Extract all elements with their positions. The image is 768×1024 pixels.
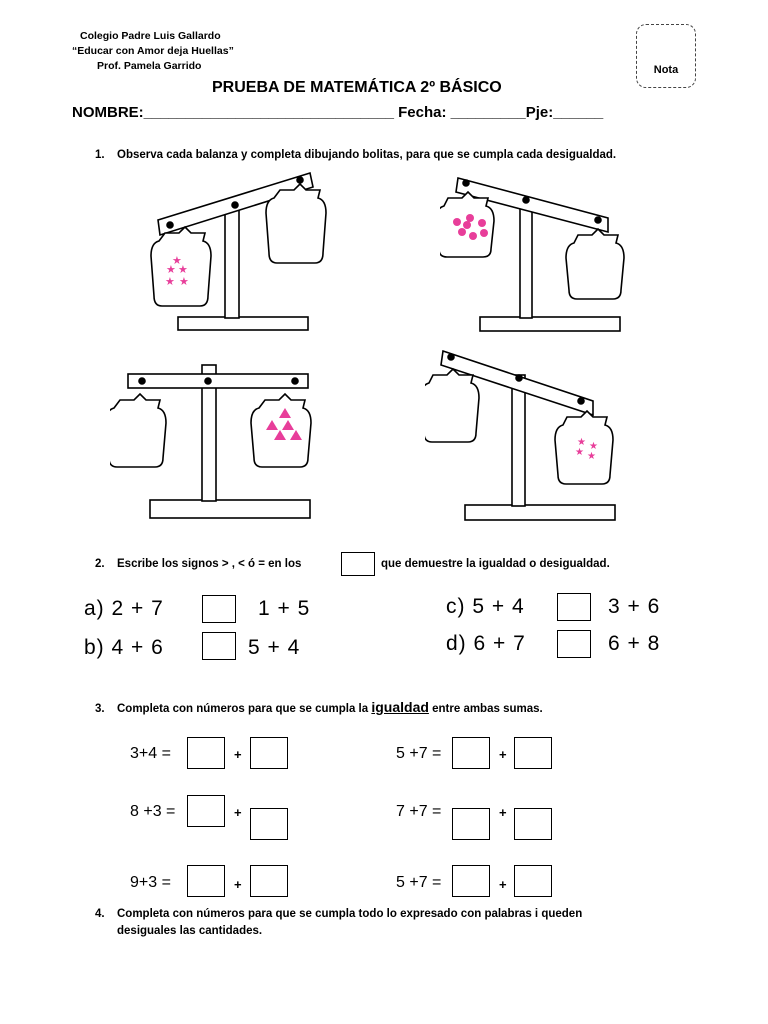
q3-answer-box-4a[interactable] xyxy=(452,808,490,840)
q3-plus: + xyxy=(234,877,242,892)
question-2-text-before: Escribe los signos > , < ó = en los xyxy=(117,558,302,570)
balance-scale-icon[interactable] xyxy=(140,165,365,340)
svg-text:★: ★ xyxy=(577,437,586,448)
q2-item-a-right: 1 + 5 xyxy=(258,597,311,620)
question-1-text: Observa cada balanza y completa dibujando bolitas, para que se cumpla cada desigualdad. xyxy=(117,149,617,161)
svg-text:★: ★ xyxy=(589,441,598,452)
question-4-number: 4. xyxy=(95,908,105,920)
q3-plus: + xyxy=(499,877,507,892)
grade-box[interactable] xyxy=(636,24,696,88)
svg-text:★: ★ xyxy=(166,264,176,276)
question-3-text-after: entre ambas sumas. xyxy=(432,703,543,715)
bag-icon xyxy=(566,229,624,299)
question-1 xyxy=(95,149,616,161)
q2-item-c xyxy=(446,595,525,619)
q3-answer-box-5b[interactable] xyxy=(250,865,288,897)
svg-text:★: ★ xyxy=(179,276,189,288)
teacher-name: Prof. Pamela Garrido xyxy=(97,60,202,72)
q3-answer-box-1b[interactable] xyxy=(250,737,288,769)
q3-answer-box-6b[interactable] xyxy=(514,865,552,897)
q3-plus: + xyxy=(499,805,507,820)
q2-item-label: c) xyxy=(446,595,466,618)
q2-item-left: 4 + 6 xyxy=(111,636,164,659)
q3-answer-box-6a[interactable] xyxy=(452,865,490,897)
q2-item-label: a) xyxy=(84,597,105,620)
balance-scale-icon[interactable] xyxy=(440,170,640,340)
svg-text:★: ★ xyxy=(587,451,596,462)
question-3-number: 3. xyxy=(95,703,105,715)
q2-item-left: 5 + 4 xyxy=(472,595,525,618)
q3-answer-box-4b[interactable] xyxy=(514,808,552,840)
svg-text:★: ★ xyxy=(178,264,188,276)
q3-plus: + xyxy=(234,747,242,762)
svg-text:★: ★ xyxy=(172,255,182,267)
question-1-number: 1. xyxy=(95,149,105,161)
q3-answer-box-1a[interactable] xyxy=(187,737,225,769)
question-3 xyxy=(95,699,543,715)
svg-text:★: ★ xyxy=(575,447,584,458)
question-2-text-after: que demuestre la igualdad o desigualdad. xyxy=(381,558,610,570)
q2-item-d-right: 6 + 8 xyxy=(608,632,661,655)
q3-expr-1: 3+4 = xyxy=(130,745,171,762)
q3-answer-box-5a[interactable] xyxy=(187,865,225,897)
sample-answer-box xyxy=(341,552,375,576)
question-3-keyword: igualdad xyxy=(371,699,429,715)
bag-icon xyxy=(251,394,311,467)
balance-scale-icon[interactable] xyxy=(110,360,335,535)
bag-icon xyxy=(266,184,326,263)
q2-answer-box-a[interactable] xyxy=(202,595,236,623)
q3-answer-box-3a[interactable] xyxy=(187,795,225,827)
grade-label: Nota xyxy=(653,64,679,76)
q3-answer-box-3b[interactable] xyxy=(250,808,288,840)
question-4-text-line2: desiguales las cantidades. xyxy=(117,925,263,937)
name-date-score-line[interactable]: NOMBRE:______________________________ Fecha: _________Pje:______ xyxy=(72,104,604,121)
question-3-text-before: Completa con números para que se cumpla la xyxy=(117,703,369,715)
balance-scale-icon[interactable] xyxy=(425,345,640,530)
question-4 xyxy=(95,908,582,920)
q2-answer-box-c[interactable] xyxy=(557,593,591,621)
q3-plus: + xyxy=(234,805,242,820)
question-2-number: 2. xyxy=(95,558,105,570)
q2-item-b xyxy=(84,636,164,660)
school-motto: “Educar con Amor deja Huellas” xyxy=(72,45,234,57)
q2-item-c-right: 3 + 6 xyxy=(608,595,661,618)
q2-item-label: d) xyxy=(446,632,467,655)
page-title: PRUEBA DE MATEMÁTICA 2º BÁSICO xyxy=(212,79,502,96)
q2-item-label: b) xyxy=(84,636,105,659)
q2-item-left: 6 + 7 xyxy=(473,632,526,655)
q3-expr-6: 5 +7 = xyxy=(396,874,442,891)
school-name: Colegio Padre Luis Gallardo xyxy=(80,30,221,42)
q2-answer-box-d[interactable] xyxy=(557,630,591,658)
question-4-text-line1: Completa con números para que se cumpla todo lo expresado con palabras i queden xyxy=(117,908,583,920)
q3-plus: + xyxy=(499,747,507,762)
q3-answer-box-2a[interactable] xyxy=(452,737,490,769)
question-2 xyxy=(95,558,301,570)
q2-item-left: 2 + 7 xyxy=(111,597,164,620)
q3-expr-5: 9+3 = xyxy=(130,874,171,891)
bag-icon xyxy=(425,369,479,442)
q3-answer-box-2b[interactable] xyxy=(514,737,552,769)
q2-answer-box-b[interactable] xyxy=(202,632,236,660)
svg-text:★: ★ xyxy=(165,276,175,288)
bag-icon xyxy=(110,394,166,467)
q3-expr-2: 5 +7 = xyxy=(396,745,442,762)
q3-expr-3: 8 +3 = xyxy=(130,803,176,820)
q2-item-d xyxy=(446,632,526,656)
q2-item-a xyxy=(84,597,164,621)
q2-item-b-right: 5 + 4 xyxy=(248,636,301,659)
q3-expr-4: 7 +7 = xyxy=(396,803,442,820)
